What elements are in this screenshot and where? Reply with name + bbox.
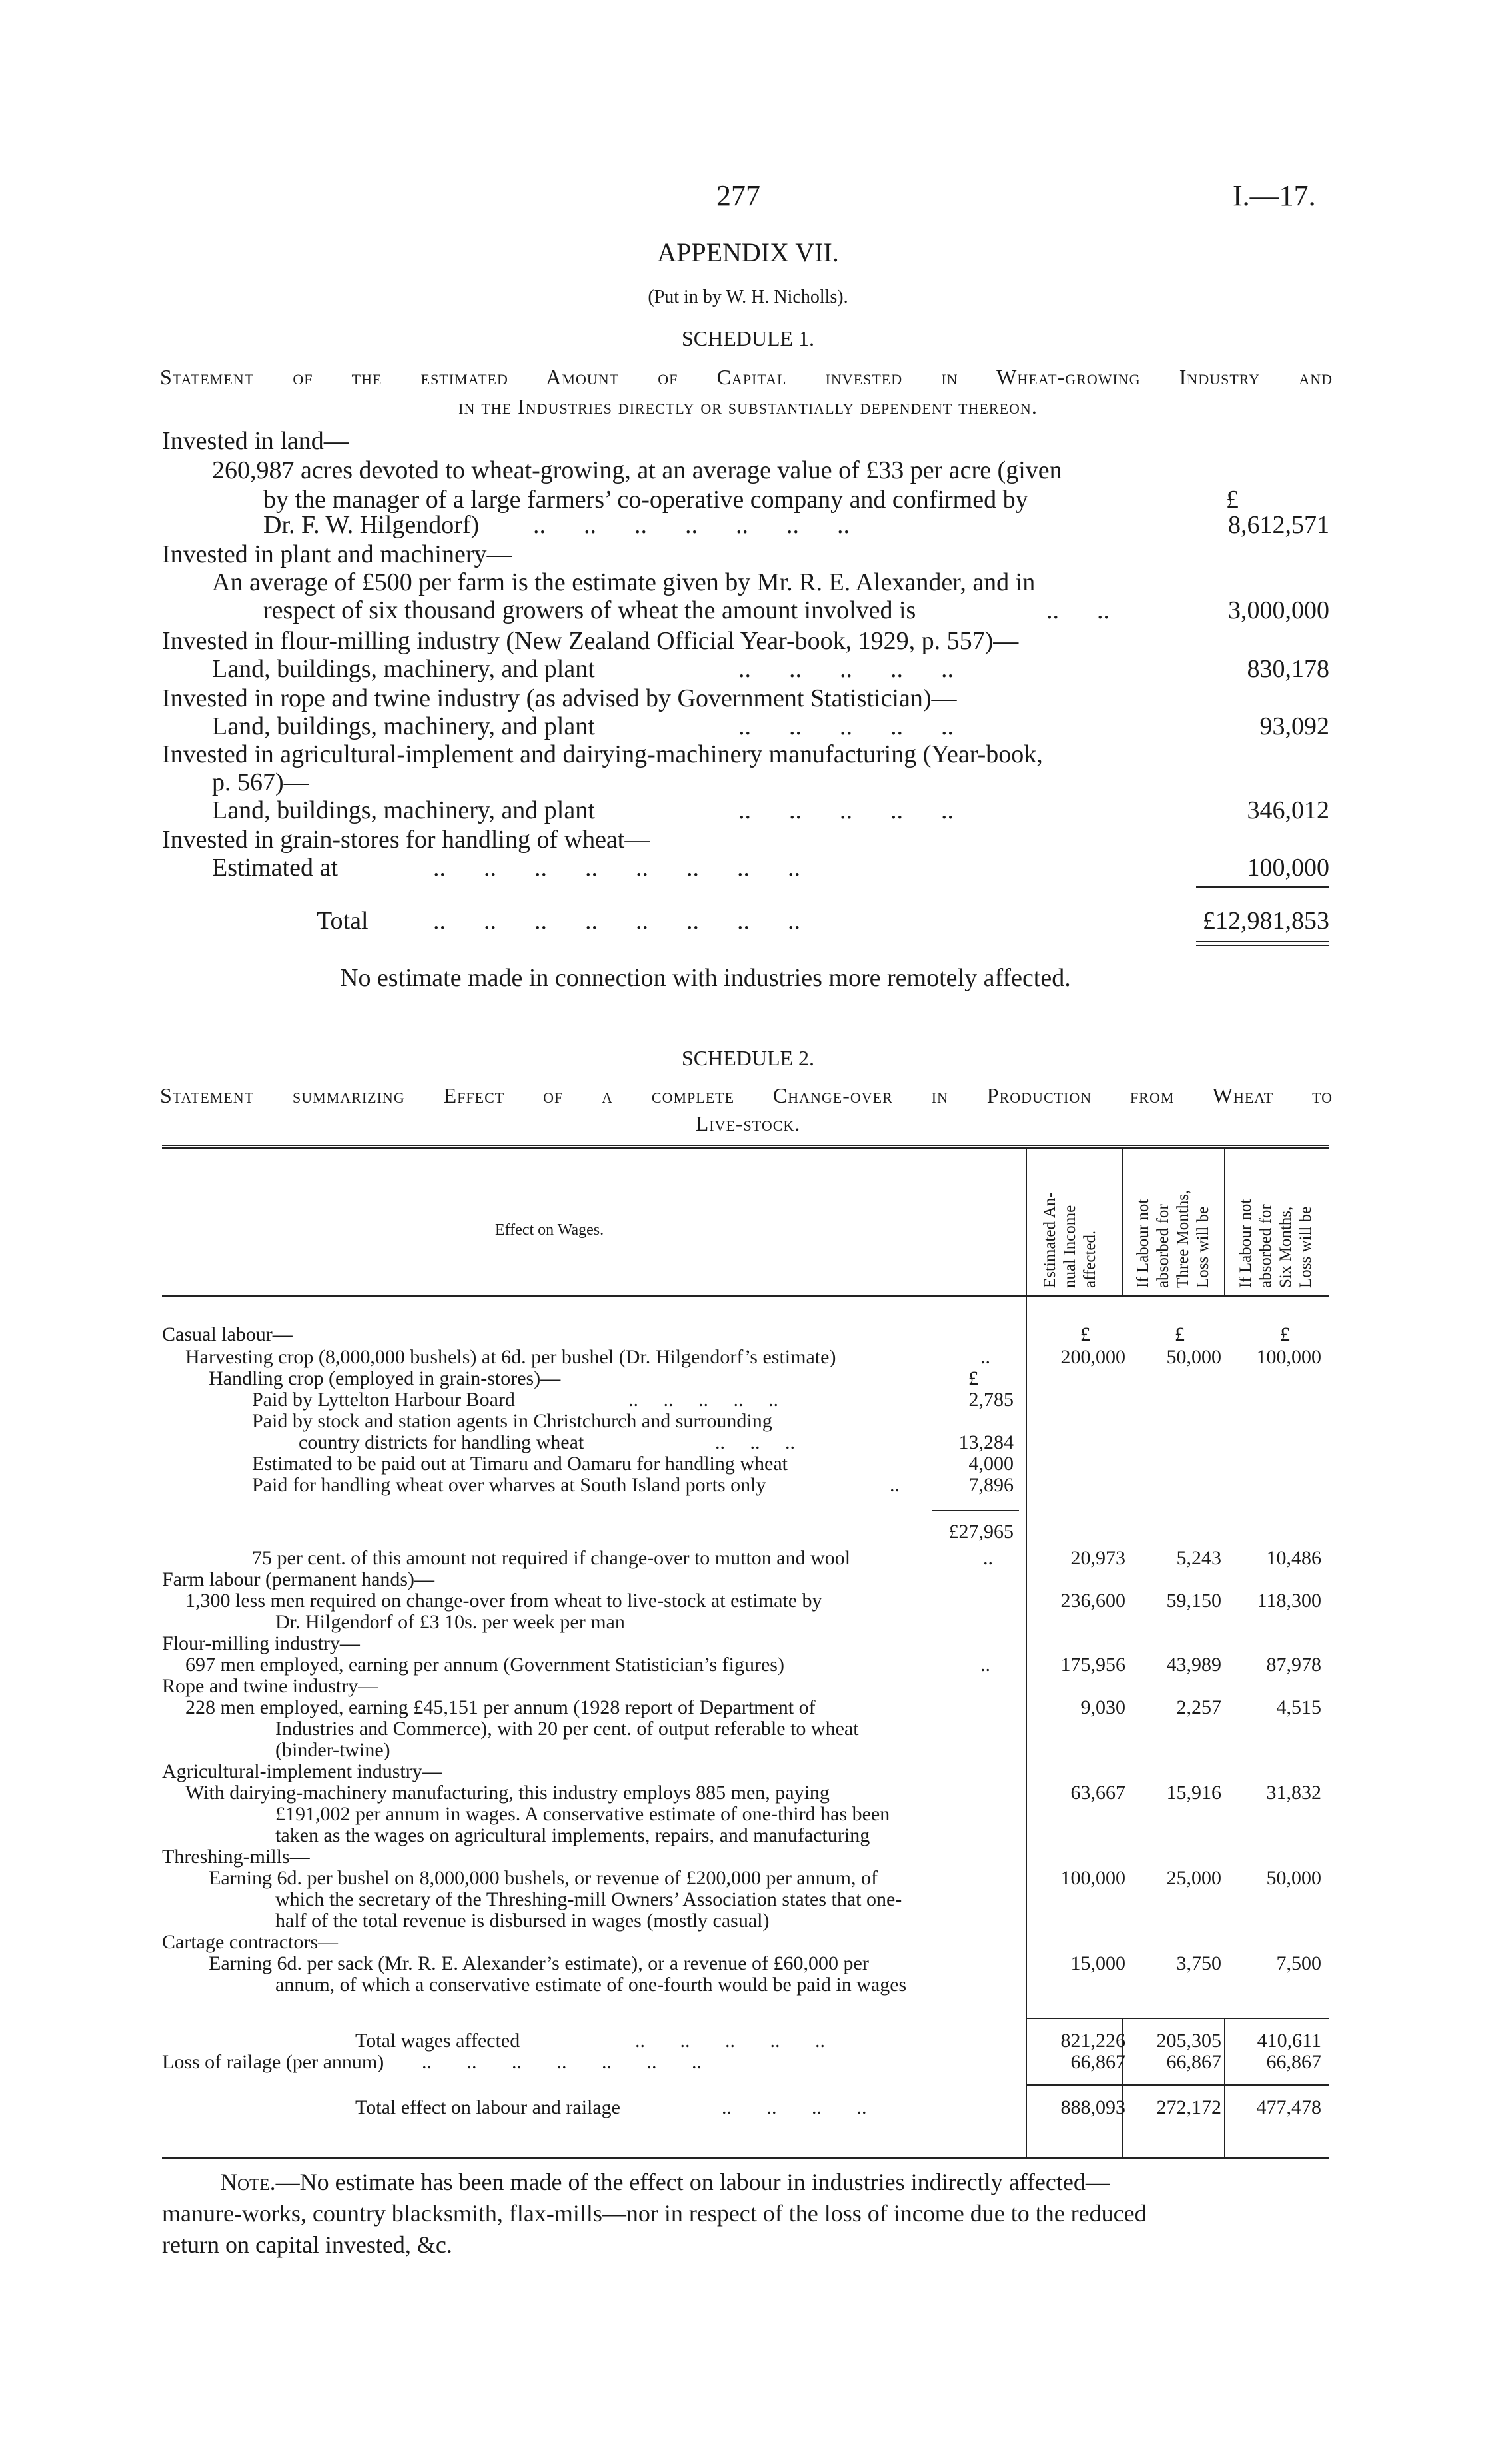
land-line1: 260,987 acres devoted to wheat-growing, at an average value of £33 per acre (given — [212, 456, 1062, 484]
total-amount: £12,981,853 — [1203, 907, 1329, 935]
schedule2-title-line1: Statement summarizing Effect of a complete Change-over in Production from Wheat to — [160, 1083, 1333, 1107]
note-line2: manure-works, country blacksmith, flax-mills—nor in respect of the loss of income due to the reduced — [162, 2200, 1147, 2227]
total-effect-col3: 477,478 — [1256, 2096, 1321, 2118]
schedule1-footnote: No estimate made in connection with industries more remotely affected. — [340, 964, 1071, 992]
total-effect-col2: 272,172 — [1156, 2096, 1221, 2118]
table-top-rule — [162, 1145, 1329, 1146]
rope-heading: Rope and twine industry— — [162, 1675, 378, 1697]
total-label: Total — [317, 907, 369, 935]
thresh-col1: 100,000 — [1060, 1867, 1125, 1889]
subtotal-rule — [932, 1510, 1019, 1511]
plant-amount: 3,000,000 — [1228, 596, 1329, 624]
grain-line: Estimated at — [212, 854, 338, 882]
agri-line: Land, buildings, machinery, and plant — [212, 796, 595, 824]
leader-dots: .. .. .. .. .. — [738, 796, 954, 824]
put-in-by: (Put in by W. H. Nicholls). — [648, 287, 848, 307]
schedule2-title-line2: Live-stock. — [695, 1111, 801, 1135]
railage-col2: 66,867 — [1166, 2051, 1221, 2073]
pound-sign: £ — [1226, 486, 1239, 514]
thresh-line2: which the secretary of the Threshing-mill Owners’ Association states that one- — [275, 1888, 902, 1910]
col1-header: Estimated An- nual Income affected. — [1041, 1192, 1099, 1288]
handling-value: 13,284 — [958, 1431, 1014, 1453]
cart-heading: Cartage contractors— — [162, 1931, 339, 1953]
page-number: 277 — [716, 179, 760, 212]
leader-dots: .. — [980, 1346, 990, 1368]
rope-line1: 228 men employed, earning £45,151 per annum (1928 report of Department of — [185, 1696, 816, 1718]
flour-heading: Flour-milling industry— — [162, 1632, 360, 1654]
rope-heading: Invested in rope and twine industry (as advised by Government Statistician)— — [162, 684, 957, 712]
flour-amount: 830,178 — [1247, 655, 1329, 683]
plant-heading: Invested in plant and machinery— — [162, 540, 512, 568]
railage-col3: 66,867 — [1266, 2051, 1321, 2073]
totals-rule — [1026, 2084, 1329, 2086]
farm-heading: Farm labour (permanent hands)— — [162, 1568, 435, 1590]
flour-col2: 43,989 — [1166, 1654, 1221, 1676]
total-wages-col2: 205,305 — [1156, 2030, 1221, 2052]
schedule2-heading: SCHEDULE 2. — [681, 1046, 815, 1070]
farm-col2: 59,150 — [1166, 1590, 1221, 1612]
agri-heading: Agricultural-implement industry— — [162, 1760, 442, 1782]
cart-col3: 7,500 — [1276, 1952, 1321, 1974]
leader-dots: .. .. .. .. .. .. .. .. — [433, 907, 800, 935]
percent-line: 75 per cent. of this amount not required if change-over to mutton and wool — [252, 1547, 851, 1569]
subtotal-rule — [1196, 886, 1329, 888]
schedule2-table — [162, 1145, 1329, 2161]
grain-amount: 100,000 — [1247, 854, 1329, 882]
handling-item: country districts for handling wheat — [299, 1431, 584, 1453]
land-amount: 8,612,571 — [1228, 511, 1329, 539]
thresh-line3: half of the total revenue is disbursed in wages (mostly casual) — [275, 1910, 770, 1932]
handling-value: 7,896 — [968, 1474, 1014, 1496]
total-double-rule — [1196, 941, 1329, 942]
col2-header: If Labour not absorbed for Three Months, Loss will be — [1134, 1189, 1212, 1288]
column-rule — [1026, 1149, 1027, 1295]
land-line2: by the manager of a large farmers’ co-operative company and confirmed by — [263, 486, 1028, 514]
flour-col1: 175,956 — [1060, 1654, 1125, 1676]
agri-heading-1: Invested in agricultural-implement and dairying-machinery manufacturing (Year-book, — [162, 740, 1043, 768]
flour-line: Land, buildings, machinery, and plant — [212, 655, 595, 683]
flour-heading: Invested in flour-milling industry (New Zealand Official Year-book, 1929, p. 557)— — [162, 627, 1019, 655]
leader-dots: .. .. .. — [715, 1431, 795, 1453]
land-heading: Invested in land— — [162, 427, 349, 455]
rope-col2: 2,257 — [1176, 1696, 1221, 1718]
total-wages-label: Total wages affected — [355, 2030, 520, 2052]
farm-col1: 236,600 — [1060, 1590, 1125, 1612]
rope-line2: Industries and Commerce), with 20 per cent. of output referable to wheat — [275, 1718, 859, 1740]
thresh-col2: 25,000 — [1166, 1867, 1221, 1889]
totals-rule — [1026, 2018, 1329, 2019]
header-bottom-rule — [162, 1295, 1329, 1297]
leader-dots: .. — [890, 1474, 900, 1496]
rope-amount: 93,092 — [1259, 712, 1329, 740]
column-rule — [1224, 1149, 1225, 1295]
agri-line1: With dairying-machinery manufacturing, this industry employs 885 men, paying — [185, 1782, 830, 1804]
leader-dots: .. .. .. .. .. — [738, 712, 954, 740]
leader-dots: .. .. .. .. .. .. .. — [422, 2051, 702, 2073]
thresh-col3: 50,000 — [1266, 1867, 1321, 1889]
agri-amount: 346,012 — [1247, 796, 1329, 824]
percent-col2: 5,243 — [1176, 1547, 1221, 1569]
total-wages-col1: 821,226 — [1060, 2030, 1125, 2052]
farm-line1: 1,300 less men required on change-over from wheat to live-stock at estimate by — [185, 1590, 822, 1612]
percent-col1: 20,973 — [1070, 1547, 1125, 1569]
cart-line2: annum, of which a conservative estimate of one-fourth would be paid in wages — [275, 1974, 907, 1996]
agri-heading-2: p. 567)— — [212, 768, 309, 796]
harvest-col2: 50,000 — [1166, 1346, 1221, 1368]
harvest-line: Harvesting crop (8,000,000 bushels) at 6d. per bushel (Dr. Hilgendorf’s estimate) — [185, 1346, 836, 1368]
handling-item: Paid by Lyttelton Harbour Board — [252, 1389, 515, 1411]
total-wages-col3: 410,611 — [1257, 2030, 1321, 2052]
rope-col1: 9,030 — [1080, 1696, 1125, 1718]
total-effect-col1: 888,093 — [1060, 2096, 1125, 2118]
pound-sign: £ — [1280, 1323, 1290, 1345]
land-line3: Dr. F. W. Hilgendorf) — [263, 511, 480, 539]
agri-line2: £191,002 per annum in wages. A conservative estimate of one-third has been — [275, 1803, 890, 1825]
thresh-heading: Threshing-mills— — [162, 1846, 310, 1868]
flour-line: 697 men employed, earning per annum (Government Statistician’s figures) — [185, 1654, 784, 1676]
cart-col1: 15,000 — [1070, 1952, 1125, 1974]
leader-dots: .. .. .. .. .. — [738, 655, 954, 683]
rope-line: Land, buildings, machinery, and plant — [212, 712, 595, 740]
flour-col3: 87,978 — [1266, 1654, 1321, 1676]
note-label: Note. — [220, 2169, 276, 2195]
handling-item: Paid for handling wheat over wharves at South Island ports only — [252, 1474, 766, 1496]
agri-line3: taken as the wages on agricultural implements, repairs, and manufacturing — [275, 1824, 870, 1846]
rope-line3: (binder-twine) — [275, 1739, 390, 1761]
farm-col3: 118,300 — [1257, 1590, 1321, 1612]
pound-sign: £ — [1080, 1323, 1090, 1345]
leader-dots: .. — [983, 1547, 993, 1569]
harvest-col1: 200,000 — [1060, 1346, 1125, 1368]
column-rule — [1122, 1149, 1123, 1295]
leader-dots: .. .. — [1046, 596, 1110, 624]
railage-col1: 66,867 — [1070, 2051, 1125, 2073]
cart-line1: Earning 6d. per sack (Mr. R. E. Alexander’s estimate), or a revenue of £60,000 per — [209, 1952, 869, 1974]
document-reference: I.—17. — [1233, 179, 1316, 212]
total-effect-label: Total effect on labour and railage — [355, 2096, 620, 2118]
agri-col3: 31,832 — [1266, 1782, 1321, 1804]
handling-item: Estimated to be paid out at Timaru and Oamaru for handling wheat — [252, 1453, 788, 1475]
pound-sign: £ — [968, 1367, 978, 1389]
handling-heading: Handling crop (employed in grain-stores)— — [209, 1367, 561, 1389]
appendix-title: APPENDIX VII. — [657, 237, 839, 267]
leader-dots: .. .. .. .. .. .. .. — [533, 511, 850, 539]
schedule1-title-line1: Statement of the estimated Amount of Capital invested in Wheat-growing Industry and — [160, 365, 1333, 389]
leader-dots: .. .. .. .. .. — [628, 1389, 778, 1411]
handling-value: 4,000 — [968, 1453, 1014, 1475]
plant-line2: respect of six thousand growers of wheat the amount involved is — [263, 596, 916, 624]
column-rule — [1026, 1295, 1027, 2157]
handling-total: £27,965 — [948, 1521, 1014, 1542]
schedule1-heading: SCHEDULE 1. — [681, 326, 815, 350]
pound-sign: £ — [1175, 1323, 1185, 1345]
note-line3: return on capital invested, &c. — [162, 2231, 452, 2258]
casual-heading: Casual labour— — [162, 1323, 293, 1345]
schedule1-title-line2: in the Industries directly or substantially dependent thereon. — [458, 394, 1038, 418]
leader-dots: .. .. .. .. .. — [635, 2030, 825, 2052]
leader-dots: .. — [980, 1654, 990, 1676]
note-line1: Note.—No estimate has been made of the effect on labour in industries indirectly affected— — [220, 2169, 1110, 2195]
leader-dots: .. .. .. .. .. .. .. .. — [433, 854, 800, 882]
col-effect-header: Effect on Wages. — [495, 1221, 604, 1239]
percent-col3: 10,486 — [1266, 1547, 1321, 1569]
rope-col3: 4,515 — [1276, 1696, 1321, 1718]
agri-col1: 63,667 — [1070, 1782, 1125, 1804]
cart-col2: 3,750 — [1176, 1952, 1221, 1974]
handling-item: Paid by stock and station agents in Christchurch and surrounding — [252, 1410, 772, 1432]
grain-heading: Invested in grain-stores for handling of wheat— — [162, 826, 650, 854]
harvest-col3: 100,000 — [1256, 1346, 1321, 1368]
col3-header: If Labour not absorbed for Six Months, Loss will be — [1237, 1199, 1315, 1288]
farm-line2: Dr. Hilgendorf of £3 10s. per week per man — [275, 1611, 625, 1633]
handling-value: 2,785 — [968, 1389, 1014, 1411]
railage-label: Loss of railage (per annum) — [162, 2051, 384, 2073]
total-double-rule — [1196, 945, 1329, 946]
thresh-line1: Earning 6d. per bushel on 8,000,000 bushels, or revenue of £200,000 per annum, of — [209, 1867, 878, 1889]
plant-line1: An average of £500 per farm is the estimate given by Mr. R. E. Alexander, and in — [212, 568, 1036, 596]
leader-dots: .. .. .. .. — [722, 2096, 867, 2118]
table-bottom-rule — [162, 2157, 1329, 2159]
agri-col2: 15,916 — [1166, 1782, 1221, 1804]
table-top-rule — [162, 1147, 1329, 1149]
